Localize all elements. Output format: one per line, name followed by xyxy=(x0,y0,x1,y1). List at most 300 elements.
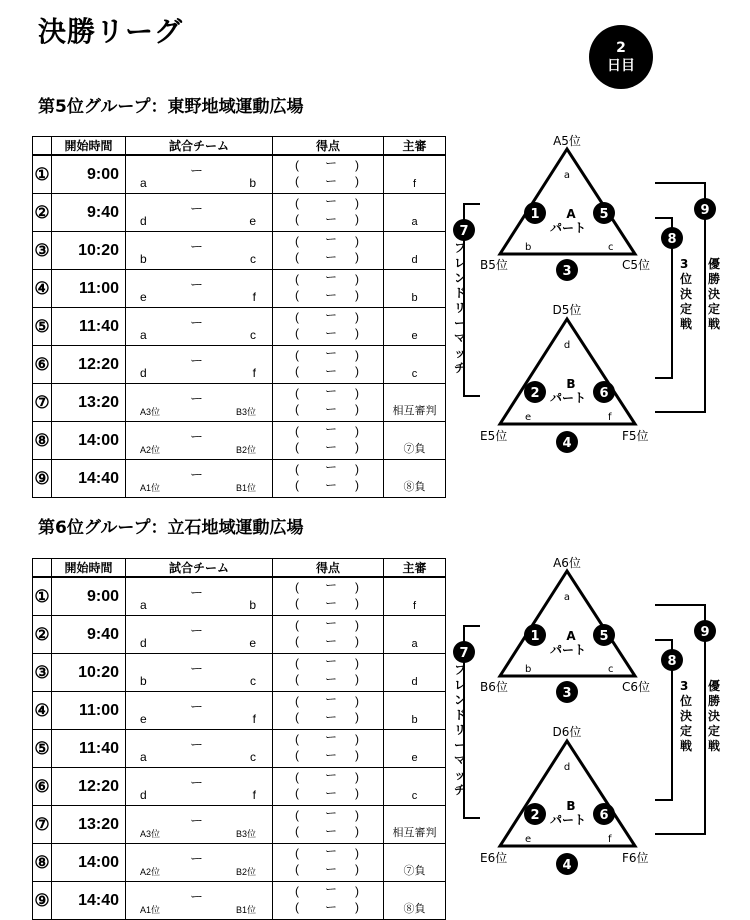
team-letter-d: d xyxy=(563,340,571,351)
score-cell xyxy=(273,882,384,920)
score-line-lower: ( ー ) xyxy=(295,596,359,610)
score-line-upper: ( ー ) xyxy=(295,730,359,746)
match-marker-7 xyxy=(453,219,475,241)
team-letter-a: a xyxy=(563,170,571,181)
svg-text:4: 4 xyxy=(562,858,572,873)
team-a: d xyxy=(140,788,147,802)
match-number: ⑥ xyxy=(33,346,52,384)
score-cell xyxy=(273,270,384,308)
score-line-lower: ( ー ) xyxy=(295,824,359,838)
final-label xyxy=(708,678,720,753)
schedule-table xyxy=(32,558,446,920)
team-a: A2位 xyxy=(140,867,161,877)
svg-text:3: 3 xyxy=(562,264,572,279)
svg-text:4: 4 xyxy=(562,436,572,451)
team-letter-c: c xyxy=(608,664,614,675)
svg-text:2: 2 xyxy=(530,386,540,401)
svg-text:9: 9 xyxy=(700,203,710,218)
svg-text:6: 6 xyxy=(599,386,609,401)
score-line-lower: ( ー ) xyxy=(295,174,359,188)
score-cell xyxy=(273,616,384,654)
referee: f xyxy=(384,155,446,194)
vs-dash: ー xyxy=(190,813,204,828)
part-b-label: パート xyxy=(549,391,587,405)
table-row xyxy=(33,692,446,730)
svg-text:7: 7 xyxy=(459,224,469,239)
triangle-part-b xyxy=(500,319,635,424)
score-line-lower: ( ー ) xyxy=(295,672,359,686)
match-marker-7 xyxy=(453,641,475,663)
group-title: 第6位グループ：立石地域運動広場 xyxy=(38,518,304,538)
team-b: b xyxy=(249,598,256,612)
team-a: A1位 xyxy=(140,905,161,915)
team-b: f xyxy=(252,366,256,380)
triangle-part-b xyxy=(500,741,635,846)
part-b-letter: B xyxy=(566,377,576,391)
score-line-lower: ( ー ) xyxy=(295,402,359,416)
match-number: ⑨ xyxy=(33,460,52,498)
vs-dash: ー xyxy=(190,775,204,790)
part-b-letter: B xyxy=(566,799,576,813)
position-b-left: E6位 xyxy=(480,851,508,865)
header-score: 得点 xyxy=(273,559,384,578)
team-a: A1位 xyxy=(140,483,161,493)
team-a: a xyxy=(140,598,147,612)
start-time: 14:00 xyxy=(52,422,126,460)
league-diagram xyxy=(450,126,745,471)
header-start-time: 開始時間 xyxy=(52,137,126,156)
match-teams xyxy=(126,768,273,806)
score-line-lower: ( ー ) xyxy=(295,288,359,302)
match-teams xyxy=(126,577,273,616)
start-time: 14:40 xyxy=(52,882,126,920)
score-line-lower: ( ー ) xyxy=(295,440,359,454)
league-diagram xyxy=(450,548,745,893)
vs-dash: ー xyxy=(190,391,204,406)
team-b: e xyxy=(249,636,256,650)
position-a-top: A5位 xyxy=(553,134,581,148)
triangle-part-a xyxy=(500,571,635,676)
match-marker-9 xyxy=(694,198,716,220)
score-line-upper: ( ー ) xyxy=(295,232,359,248)
team-b: e xyxy=(249,214,256,228)
team-b: B2位 xyxy=(235,867,256,877)
team-b: c xyxy=(250,750,256,764)
team-b: c xyxy=(250,674,256,688)
referee: a xyxy=(384,616,446,654)
match-teams xyxy=(126,270,273,308)
table-row xyxy=(33,384,446,422)
triangle-part-a xyxy=(500,149,635,254)
match-marker-1 xyxy=(524,202,546,224)
score-cell xyxy=(273,577,384,616)
svg-text:2: 2 xyxy=(530,808,540,823)
match-teams xyxy=(126,384,273,422)
header-teams: 試合チーム xyxy=(126,137,273,156)
vs-dash: ー xyxy=(190,585,204,600)
table-row xyxy=(33,768,446,806)
table-row xyxy=(33,806,446,844)
match-teams xyxy=(126,654,273,692)
part-a-label: パート xyxy=(549,221,587,235)
third-place-label xyxy=(679,679,692,753)
match-number: ⑧ xyxy=(33,844,52,882)
referee: ⑦負 xyxy=(384,422,446,460)
match-marker-8 xyxy=(661,649,683,671)
position-b-right: F5位 xyxy=(622,429,649,443)
match-teams xyxy=(126,194,273,232)
score-cell xyxy=(273,346,384,384)
match-marker-4 xyxy=(556,431,578,453)
table-header-row xyxy=(33,559,446,578)
score-line-lower: ( ー ) xyxy=(295,364,359,378)
position-b-top: D6位 xyxy=(552,725,582,739)
referee: d xyxy=(384,654,446,692)
score-line-upper: ( ー ) xyxy=(295,882,359,898)
team-a: e xyxy=(140,712,147,726)
part-a-label: パート xyxy=(549,643,587,657)
final-label xyxy=(708,256,720,331)
referee: ⑧負 xyxy=(384,460,446,498)
start-time: 11:40 xyxy=(52,730,126,768)
team-a: d xyxy=(140,214,147,228)
referee: c xyxy=(384,768,446,806)
vs-dash: ー xyxy=(190,353,204,368)
svg-text:3: 3 xyxy=(562,686,572,701)
svg-text:1: 1 xyxy=(530,207,540,222)
part-a-letter: A xyxy=(566,629,576,643)
start-time: 11:00 xyxy=(52,692,126,730)
team-b: B3位 xyxy=(235,407,256,417)
score-cell xyxy=(273,422,384,460)
score-cell xyxy=(273,844,384,882)
page-title: 決勝リーグ xyxy=(38,15,184,48)
start-time: 14:00 xyxy=(52,844,126,882)
score-line-upper: ( ー ) xyxy=(295,578,359,594)
referee: 相互審判 xyxy=(384,806,446,844)
match-marker-4 xyxy=(556,853,578,875)
score-cell xyxy=(273,768,384,806)
match-number: ⑦ xyxy=(33,806,52,844)
match-marker-3 xyxy=(556,681,578,703)
friendly-label xyxy=(454,241,466,375)
match-marker-3 xyxy=(556,259,578,281)
score-cell xyxy=(273,384,384,422)
svg-text:6: 6 xyxy=(599,808,609,823)
score-line-upper: ( ー ) xyxy=(295,384,359,400)
team-b: f xyxy=(252,788,256,802)
vs-dash: ー xyxy=(190,277,204,292)
team-letter-b: b xyxy=(525,664,532,675)
friendly-label-text: フレンドリーマッチ xyxy=(454,663,467,797)
table-row xyxy=(33,346,446,384)
vs-dash: ー xyxy=(190,699,204,714)
referee: b xyxy=(384,692,446,730)
header-start-time: 開始時間 xyxy=(52,559,126,578)
table-row xyxy=(33,270,446,308)
score-line-lower: ( ー ) xyxy=(295,710,359,724)
score-line-upper: ( ー ) xyxy=(295,844,359,860)
match-number: ⑨ xyxy=(33,882,52,920)
third-place-label-text: 3 位決定戦 xyxy=(680,257,693,331)
score-cell xyxy=(273,155,384,194)
team-a: a xyxy=(140,750,147,764)
team-b: B3位 xyxy=(235,829,256,839)
match-number: ② xyxy=(33,616,52,654)
match-teams xyxy=(126,692,273,730)
score-line-lower: ( ー ) xyxy=(295,748,359,762)
header-referee: 主審 xyxy=(384,559,446,578)
group-title: 第5位グループ：東野地域運動広場 xyxy=(38,97,304,117)
referee: f xyxy=(384,577,446,616)
referee: d xyxy=(384,232,446,270)
position-a-left: B6位 xyxy=(480,680,508,694)
team-b: c xyxy=(250,252,256,266)
vs-dash: ー xyxy=(190,851,204,866)
day-badge-unit: 日目 xyxy=(607,58,635,74)
match-marker-6 xyxy=(593,381,615,403)
match-teams xyxy=(126,882,273,920)
score-line-lower: ( ー ) xyxy=(295,634,359,648)
score-line-upper: ( ー ) xyxy=(295,194,359,210)
match-number: ② xyxy=(33,194,52,232)
score-line-upper: ( ー ) xyxy=(295,692,359,708)
table-row xyxy=(33,730,446,768)
referee: b xyxy=(384,270,446,308)
team-letter-f: f xyxy=(608,412,612,423)
match-number: ① xyxy=(33,155,52,194)
team-a: d xyxy=(140,636,147,650)
match-teams xyxy=(126,806,273,844)
score-line-lower: ( ー ) xyxy=(295,786,359,800)
team-a: d xyxy=(140,366,147,380)
header-score: 得点 xyxy=(273,137,384,156)
score-line-upper: ( ー ) xyxy=(295,156,359,172)
score-cell xyxy=(273,692,384,730)
position-a-top: A6位 xyxy=(553,556,581,570)
match-teams xyxy=(126,730,273,768)
score-line-upper: ( ー ) xyxy=(295,270,359,286)
match-teams xyxy=(126,844,273,882)
match-teams xyxy=(126,155,273,194)
team-b: b xyxy=(249,176,256,190)
position-a-right: C6位 xyxy=(622,680,651,694)
position-b-top: D5位 xyxy=(552,303,582,317)
score-line-lower: ( ー ) xyxy=(295,250,359,264)
referee: ⑦負 xyxy=(384,844,446,882)
score-cell xyxy=(273,730,384,768)
match-teams xyxy=(126,346,273,384)
team-a: a xyxy=(140,328,147,342)
match-marker-8 xyxy=(661,227,683,249)
vs-dash: ー xyxy=(190,315,204,330)
position-a-right: C5位 xyxy=(622,258,651,272)
team-letter-b: b xyxy=(525,242,532,253)
vs-dash: ー xyxy=(190,737,204,752)
team-letter-a: a xyxy=(563,592,571,603)
third-place-label xyxy=(679,257,692,331)
referee: a xyxy=(384,194,446,232)
start-time: 11:40 xyxy=(52,308,126,346)
table-row xyxy=(33,194,446,232)
position-a-left: B5位 xyxy=(480,258,508,272)
vs-dash: ー xyxy=(190,623,204,638)
svg-text:5: 5 xyxy=(599,629,609,644)
match-number: ⑤ xyxy=(33,730,52,768)
final-label-text: 優勝決定戦 xyxy=(708,257,721,331)
score-line-upper: ( ー ) xyxy=(295,768,359,784)
team-letter-d: d xyxy=(563,762,571,773)
vs-dash: ー xyxy=(190,661,204,676)
day-badge-number: 2 xyxy=(616,40,626,56)
match-number: ④ xyxy=(33,692,52,730)
score-cell xyxy=(273,460,384,498)
third-place-label-text: 3 位決定戦 xyxy=(680,679,693,753)
vs-dash: ー xyxy=(190,467,204,482)
team-b: c xyxy=(250,328,256,342)
score-line-upper: ( ー ) xyxy=(295,806,359,822)
start-time: 14:40 xyxy=(52,460,126,498)
match-number: ③ xyxy=(33,654,52,692)
header-teams: 試合チーム xyxy=(126,559,273,578)
day-badge xyxy=(589,25,653,89)
referee: 相互審判 xyxy=(384,384,446,422)
table-row xyxy=(33,616,446,654)
match-marker-2 xyxy=(524,803,546,825)
table-row xyxy=(33,882,446,920)
referee: ⑧負 xyxy=(384,882,446,920)
match-teams xyxy=(126,308,273,346)
team-letter-f: f xyxy=(608,834,612,845)
vs-dash: ー xyxy=(190,201,204,216)
team-a: b xyxy=(140,674,147,688)
score-line-lower: ( ー ) xyxy=(295,900,359,914)
start-time: 9:40 xyxy=(52,194,126,232)
match-marker-1 xyxy=(524,624,546,646)
team-a: a xyxy=(140,176,147,190)
table-row xyxy=(33,460,446,498)
team-letter-e: e xyxy=(525,834,532,845)
referee: c xyxy=(384,346,446,384)
start-time: 13:20 xyxy=(52,806,126,844)
score-line-upper: ( ー ) xyxy=(295,460,359,476)
part-a-letter: A xyxy=(566,207,576,221)
team-b: B2位 xyxy=(235,445,256,455)
start-time: 9:00 xyxy=(52,577,126,616)
vs-dash: ー xyxy=(190,239,204,254)
friendly-label xyxy=(454,663,466,797)
match-number: ④ xyxy=(33,270,52,308)
header-referee: 主審 xyxy=(384,137,446,156)
team-a: b xyxy=(140,252,147,266)
svg-text:1: 1 xyxy=(530,629,540,644)
svg-text:9: 9 xyxy=(700,625,710,640)
match-number: ⑥ xyxy=(33,768,52,806)
schedule-table xyxy=(32,136,446,498)
table-row xyxy=(33,155,446,194)
team-b: B1位 xyxy=(235,483,256,493)
score-line-upper: ( ー ) xyxy=(295,616,359,632)
svg-text:8: 8 xyxy=(667,232,677,247)
final-label-text: 優勝決定戦 xyxy=(708,679,721,753)
referee: e xyxy=(384,730,446,768)
part-b-label: パート xyxy=(549,813,587,827)
score-line-lower: ( ー ) xyxy=(295,212,359,226)
start-time: 9:40 xyxy=(52,616,126,654)
match-marker-2 xyxy=(524,381,546,403)
match-number: ① xyxy=(33,577,52,616)
match-number: ⑦ xyxy=(33,384,52,422)
vs-dash: ー xyxy=(190,163,204,178)
friendly-label-text: フレンドリーマッチ xyxy=(454,241,467,375)
match-number: ⑧ xyxy=(33,422,52,460)
start-time: 10:20 xyxy=(52,232,126,270)
start-time: 12:20 xyxy=(52,768,126,806)
start-time: 11:00 xyxy=(52,270,126,308)
team-a: A2位 xyxy=(140,445,161,455)
score-line-lower: ( ー ) xyxy=(295,478,359,492)
score-line-lower: ( ー ) xyxy=(295,862,359,876)
start-time: 10:20 xyxy=(52,654,126,692)
score-cell xyxy=(273,232,384,270)
table-row xyxy=(33,844,446,882)
match-teams xyxy=(126,460,273,498)
svg-text:8: 8 xyxy=(667,654,677,669)
match-teams xyxy=(126,232,273,270)
svg-text:5: 5 xyxy=(599,207,609,222)
team-letter-c: c xyxy=(608,242,614,253)
score-line-upper: ( ー ) xyxy=(295,346,359,362)
score-cell xyxy=(273,308,384,346)
match-marker-5 xyxy=(593,624,615,646)
team-a: e xyxy=(140,290,147,304)
team-letter-e: e xyxy=(525,412,532,423)
score-cell xyxy=(273,194,384,232)
start-time: 9:00 xyxy=(52,155,126,194)
score-line-lower: ( ー ) xyxy=(295,326,359,340)
score-cell xyxy=(273,806,384,844)
match-teams xyxy=(126,616,273,654)
table-row xyxy=(33,577,446,616)
match-marker-5 xyxy=(593,202,615,224)
position-b-left: E5位 xyxy=(480,429,508,443)
score-line-upper: ( ー ) xyxy=(295,422,359,438)
match-number: ⑤ xyxy=(33,308,52,346)
match-marker-9 xyxy=(694,620,716,642)
team-b: B1位 xyxy=(235,905,256,915)
position-b-right: F6位 xyxy=(622,851,649,865)
score-cell xyxy=(273,654,384,692)
match-teams xyxy=(126,422,273,460)
vs-dash: ー xyxy=(190,429,204,444)
table-row xyxy=(33,232,446,270)
table-header-row xyxy=(33,137,446,156)
svg-text:7: 7 xyxy=(459,646,469,661)
table-row xyxy=(33,654,446,692)
team-b: f xyxy=(252,290,256,304)
table-row xyxy=(33,422,446,460)
score-line-upper: ( ー ) xyxy=(295,654,359,670)
match-number: ③ xyxy=(33,232,52,270)
vs-dash: ー xyxy=(190,889,204,904)
start-time: 12:20 xyxy=(52,346,126,384)
start-time: 13:20 xyxy=(52,384,126,422)
team-b: f xyxy=(252,712,256,726)
table-row xyxy=(33,308,446,346)
score-line-upper: ( ー ) xyxy=(295,308,359,324)
team-a: A3位 xyxy=(140,829,161,839)
referee: e xyxy=(384,308,446,346)
